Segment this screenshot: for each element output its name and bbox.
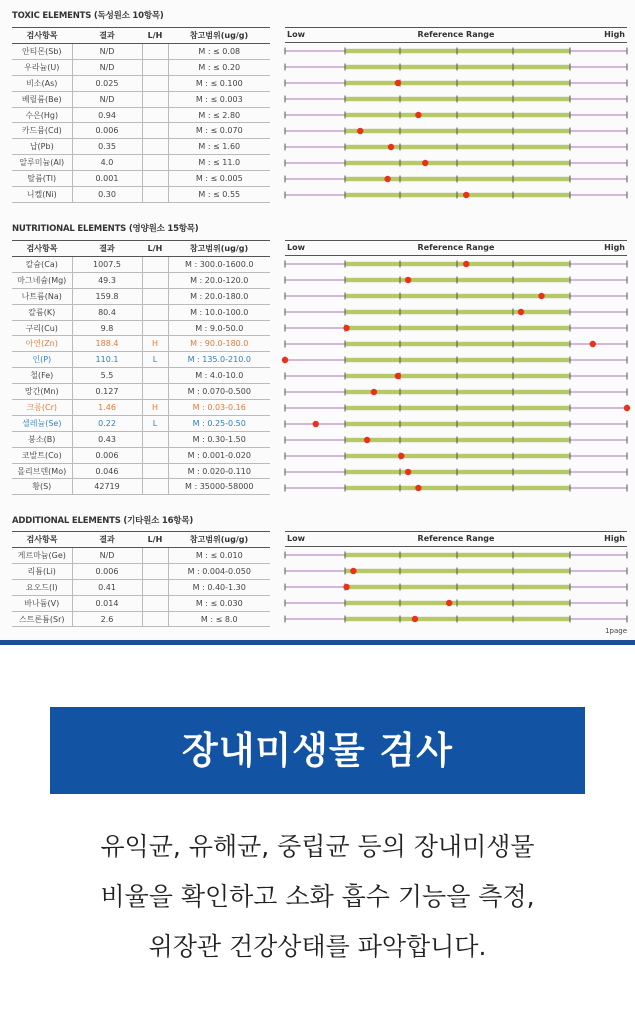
section-title-additional: ADDITIONAL ELEMENTS (기타원소 16항목) — [12, 516, 194, 526]
table-row — [12, 91, 270, 107]
result-value: N/D — [72, 91, 142, 107]
lh-flag — [142, 187, 168, 203]
result-value: 0.127 — [72, 384, 142, 400]
range-header-toxic — [285, 27, 627, 43]
reference-range: M : 35000-58000 — [168, 479, 270, 495]
result-value: 80.4 — [72, 304, 142, 320]
lh-flag: L — [142, 352, 168, 368]
element-name: 아연(Zn) — [12, 336, 72, 352]
element-name: 바나듐(V) — [12, 595, 72, 611]
table-row — [12, 59, 270, 75]
result-marker — [463, 192, 469, 198]
range-row — [282, 357, 627, 364]
result-value: 0.046 — [72, 463, 142, 479]
element-name: 크롬(Cr) — [12, 400, 72, 416]
description-line-1: 유익균, 유해균, 중립균 등의 장내미생물 — [100, 832, 535, 861]
col-header-item: 검사항목 — [12, 241, 72, 257]
table-row — [12, 75, 270, 91]
lh-flag — [142, 139, 168, 155]
result-marker — [518, 309, 524, 315]
table-row — [12, 139, 270, 155]
element-name: 요오드(I) — [12, 579, 72, 595]
element-name: 인(P) — [12, 352, 72, 368]
reference-range: M : 0.25-0.50 — [168, 415, 270, 431]
table-row — [12, 123, 270, 139]
range-low-label: Low — [287, 243, 305, 252]
col-header-range: 참고범위(ug/g) — [168, 28, 270, 44]
reference-range: M : ≤ 0.20 — [168, 59, 270, 75]
col-header-range: 참고범위(ug/g) — [168, 241, 270, 257]
range-row — [285, 341, 627, 348]
element-name: 베릴륨(Be) — [12, 91, 72, 107]
reference-range: M : ≤ 2.80 — [168, 107, 270, 123]
result-marker — [357, 128, 363, 134]
lh-flag — [142, 431, 168, 447]
element-name: 탈륨(Tl) — [12, 171, 72, 187]
range-row — [285, 160, 627, 167]
result-value: 0.006 — [72, 563, 142, 579]
reference-range: M : 0.001-0.020 — [168, 447, 270, 463]
description-line-2: 비율을 확인하고 소화 흡수 기능을 측정, — [100, 882, 535, 911]
range-row — [285, 293, 627, 300]
table-row — [12, 352, 270, 368]
table-row — [12, 44, 270, 60]
result-marker — [282, 357, 288, 363]
reference-range: M : 20.0-180.0 — [168, 288, 270, 304]
col-header-result: 결과 — [72, 241, 142, 257]
element-name: 게르마늄(Ge) — [12, 548, 72, 564]
reference-range: M : 0.30-1.50 — [168, 431, 270, 447]
range-high-label: High — [604, 534, 625, 543]
result-value: N/D — [72, 59, 142, 75]
lh-flag — [142, 579, 168, 595]
result-marker — [405, 277, 411, 283]
result-marker — [343, 584, 349, 590]
col-header-lh: L/H — [142, 241, 168, 257]
table-row — [12, 171, 270, 187]
page-number: 1page — [605, 627, 627, 635]
lh-flag: L — [142, 415, 168, 431]
result-value: 0.006 — [72, 447, 142, 463]
reference-range: M : 90.0-180.0 — [168, 336, 270, 352]
result-marker — [412, 616, 418, 622]
element-name: 몰리브덴(Mo) — [12, 463, 72, 479]
reference-range: M : 4.0-10.0 — [168, 368, 270, 384]
element-name: 셀레늄(Se) — [12, 415, 72, 431]
element-name: 황(S) — [12, 479, 72, 495]
lh-flag: H — [142, 400, 168, 416]
range-row — [285, 261, 627, 268]
element-name: 칼륨(K) — [12, 304, 72, 320]
reference-range: M : ≤ 0.100 — [168, 75, 270, 91]
lh-flag — [142, 368, 168, 384]
table-row — [12, 595, 270, 611]
range-row — [285, 437, 627, 444]
result-value: 49.3 — [72, 272, 142, 288]
table-row — [12, 304, 270, 320]
result-value: 9.8 — [72, 320, 142, 336]
reference-range: M : ≤ 0.005 — [168, 171, 270, 187]
reference-range: M : ≤ 0.55 — [168, 187, 270, 203]
result-marker — [384, 176, 390, 182]
reference-range: M : 9.0-50.0 — [168, 320, 270, 336]
element-name: 나트륨(Na) — [12, 288, 72, 304]
lh-flag — [142, 257, 168, 273]
reference-range: M : 10.0-100.0 — [168, 304, 270, 320]
lh-flag — [142, 171, 168, 187]
element-name: 알루미늄(Al) — [12, 155, 72, 171]
reference-range: M : ≤ 0.030 — [168, 595, 270, 611]
reference-range: M : ≤ 0.003 — [168, 91, 270, 107]
title-banner — [50, 707, 585, 794]
reference-range: M : 0.40-1.30 — [168, 579, 270, 595]
range-low-label: Low — [287, 30, 305, 39]
table-row — [12, 257, 270, 273]
result-marker — [422, 160, 428, 166]
element-name: 망간(Mn) — [12, 384, 72, 400]
result-value: 0.001 — [72, 171, 142, 187]
result-marker — [395, 373, 401, 379]
element-name: 비소(As) — [12, 75, 72, 91]
range-row — [285, 48, 627, 55]
divider-bar — [0, 640, 635, 645]
col-header-result: 결과 — [72, 28, 142, 44]
range-chart-additional — [285, 547, 627, 627]
element-name: 니켈(Ni) — [12, 187, 72, 203]
element-name: 구리(Cu) — [12, 320, 72, 336]
result-value: 0.41 — [72, 579, 142, 595]
range-row — [285, 176, 627, 183]
col-header-item: 검사항목 — [12, 532, 72, 548]
lh-flag — [142, 548, 168, 564]
table-row — [12, 447, 270, 463]
lh-flag: H — [142, 336, 168, 352]
table-row — [12, 548, 270, 564]
element-name: 우라늄(U) — [12, 59, 72, 75]
lh-flag — [142, 75, 168, 91]
lh-flag — [142, 59, 168, 75]
range-high-label: High — [604, 243, 625, 252]
reference-range: M : ≤ 0.010 — [168, 548, 270, 564]
lh-flag — [142, 563, 168, 579]
result-marker — [538, 293, 544, 299]
range-row — [285, 373, 627, 380]
range-row — [285, 325, 627, 332]
table-row — [12, 479, 270, 495]
result-value: 0.006 — [72, 123, 142, 139]
table-row — [12, 336, 270, 352]
result-marker — [624, 405, 630, 411]
table-row — [12, 384, 270, 400]
range-mid-label: Reference Range — [417, 243, 495, 252]
table-row — [12, 400, 270, 416]
range-row — [285, 389, 627, 396]
reference-range: M : 0.070-0.500 — [168, 384, 270, 400]
result-value: 4.0 — [72, 155, 142, 171]
range-row — [285, 309, 627, 316]
result-marker — [350, 568, 356, 574]
table-row — [12, 611, 270, 627]
element-name: 마그네슘(Mg) — [12, 272, 72, 288]
result-value: 1007.5 — [72, 257, 142, 273]
reference-range: M : ≤ 0.070 — [168, 123, 270, 139]
reference-range: M : ≤ 11.0 — [168, 155, 270, 171]
result-value: 159.8 — [72, 288, 142, 304]
range-row — [285, 277, 627, 284]
range-row — [285, 453, 627, 460]
col-header-item: 검사항목 — [12, 28, 72, 44]
range-row — [285, 405, 630, 412]
table-row — [12, 368, 270, 384]
table-nutritional — [12, 240, 270, 495]
result-marker — [388, 144, 394, 150]
result-value: 0.22 — [72, 415, 142, 431]
range-row — [285, 469, 627, 476]
table-row — [12, 155, 270, 171]
table-row — [12, 288, 270, 304]
result-marker — [590, 341, 596, 347]
lh-flag — [142, 463, 168, 479]
result-value: 0.94 — [72, 107, 142, 123]
range-header-nutritional — [285, 240, 627, 256]
result-marker — [405, 469, 411, 475]
element-name: 칼슘(Ca) — [12, 257, 72, 273]
element-name: 철(Fe) — [12, 368, 72, 384]
reference-range: M : 0.004-0.050 — [168, 563, 270, 579]
lh-flag — [142, 611, 168, 627]
table-row — [12, 272, 270, 288]
reference-range: M : 135.0-210.0 — [168, 352, 270, 368]
table-row — [12, 107, 270, 123]
range-header-additional — [285, 531, 627, 547]
table-toxic — [12, 27, 270, 203]
table-additional — [12, 531, 270, 627]
result-value: N/D — [72, 548, 142, 564]
result-marker — [398, 453, 404, 459]
result-value: 0.30 — [72, 187, 142, 203]
range-row — [285, 192, 627, 199]
result-marker — [364, 437, 370, 443]
range-chart-nutritional — [285, 256, 627, 496]
lh-flag — [142, 320, 168, 336]
reference-range: M : 300.0-1600.0 — [168, 257, 270, 273]
lh-flag — [142, 447, 168, 463]
range-row — [285, 616, 627, 623]
table-row — [12, 431, 270, 447]
section-title-toxic: TOXIC ELEMENTS (독성원소 10항목) — [12, 11, 164, 21]
range-row — [285, 128, 627, 135]
reference-range: M : ≤ 8.0 — [168, 611, 270, 627]
element-name: 납(Pb) — [12, 139, 72, 155]
result-value: 110.1 — [72, 352, 142, 368]
element-name: 안티몬(Sb) — [12, 44, 72, 60]
banner-title: 장내미생물 검사 — [181, 729, 454, 772]
result-value: 188.4 — [72, 336, 142, 352]
element-name: 코발트(Co) — [12, 447, 72, 463]
result-value: 0.025 — [72, 75, 142, 91]
result-marker — [415, 112, 421, 118]
range-row — [285, 552, 627, 559]
result-value: 0.35 — [72, 139, 142, 155]
range-row — [285, 96, 627, 103]
range-high-label: High — [604, 30, 625, 39]
result-value: 0.014 — [72, 595, 142, 611]
table-row — [12, 187, 270, 203]
result-value: N/D — [72, 44, 142, 60]
lh-flag — [142, 44, 168, 60]
result-marker — [395, 80, 401, 86]
element-name: 카드뮴(Cd) — [12, 123, 72, 139]
element-name: 붕소(B) — [12, 431, 72, 447]
table-row — [12, 579, 270, 595]
range-low-label: Low — [287, 534, 305, 543]
result-value: 5.5 — [72, 368, 142, 384]
result-value: 2.6 — [72, 611, 142, 627]
range-chart-toxic — [285, 43, 627, 203]
range-mid-label: Reference Range — [417, 534, 495, 543]
reference-range: M : ≤ 1.60 — [168, 139, 270, 155]
range-row — [285, 421, 627, 428]
lh-flag — [142, 155, 168, 171]
result-value: 42719 — [72, 479, 142, 495]
result-marker — [446, 600, 452, 606]
section-title-nutritional: NUTRITIONAL ELEMENTS (영양원소 15항목) — [12, 224, 199, 234]
range-row — [285, 112, 627, 119]
result-value: 1.46 — [72, 400, 142, 416]
table-row — [12, 415, 270, 431]
lh-flag — [142, 479, 168, 495]
reference-range: M : 0.03-0.16 — [168, 400, 270, 416]
result-marker — [463, 261, 469, 267]
col-header-lh: L/H — [142, 28, 168, 44]
lh-flag — [142, 595, 168, 611]
lh-flag — [142, 123, 168, 139]
range-mid-label: Reference Range — [417, 30, 495, 39]
lh-flag — [142, 288, 168, 304]
description-line-3: 위장관 건강상태를 파악합니다. — [148, 932, 487, 961]
reference-range: M : 0.020-0.110 — [168, 463, 270, 479]
result-marker — [313, 421, 319, 427]
table-row — [12, 563, 270, 579]
table-row — [12, 320, 270, 336]
lh-flag — [142, 91, 168, 107]
range-row — [285, 144, 627, 151]
lh-flag — [142, 272, 168, 288]
reference-range: M : ≤ 0.08 — [168, 44, 270, 60]
lh-flag — [142, 384, 168, 400]
range-row — [285, 568, 627, 575]
col-header-result: 결과 — [72, 532, 142, 548]
range-row — [285, 485, 627, 492]
result-marker — [343, 325, 349, 331]
result-marker — [371, 389, 377, 395]
range-row — [285, 600, 627, 607]
range-row — [285, 80, 627, 87]
range-row — [285, 64, 627, 71]
element-name: 리튬(Li) — [12, 563, 72, 579]
result-value: 0.43 — [72, 431, 142, 447]
element-name: 스트론튬(Sr) — [12, 611, 72, 627]
table-row — [12, 463, 270, 479]
element-name: 수은(Hg) — [12, 107, 72, 123]
lh-flag — [142, 107, 168, 123]
result-marker — [415, 485, 421, 491]
col-header-lh: L/H — [142, 532, 168, 548]
lh-flag — [142, 304, 168, 320]
range-row — [285, 584, 627, 591]
reference-range: M : 20.0-120.0 — [168, 272, 270, 288]
col-header-range: 참고범위(ug/g) — [168, 532, 270, 548]
